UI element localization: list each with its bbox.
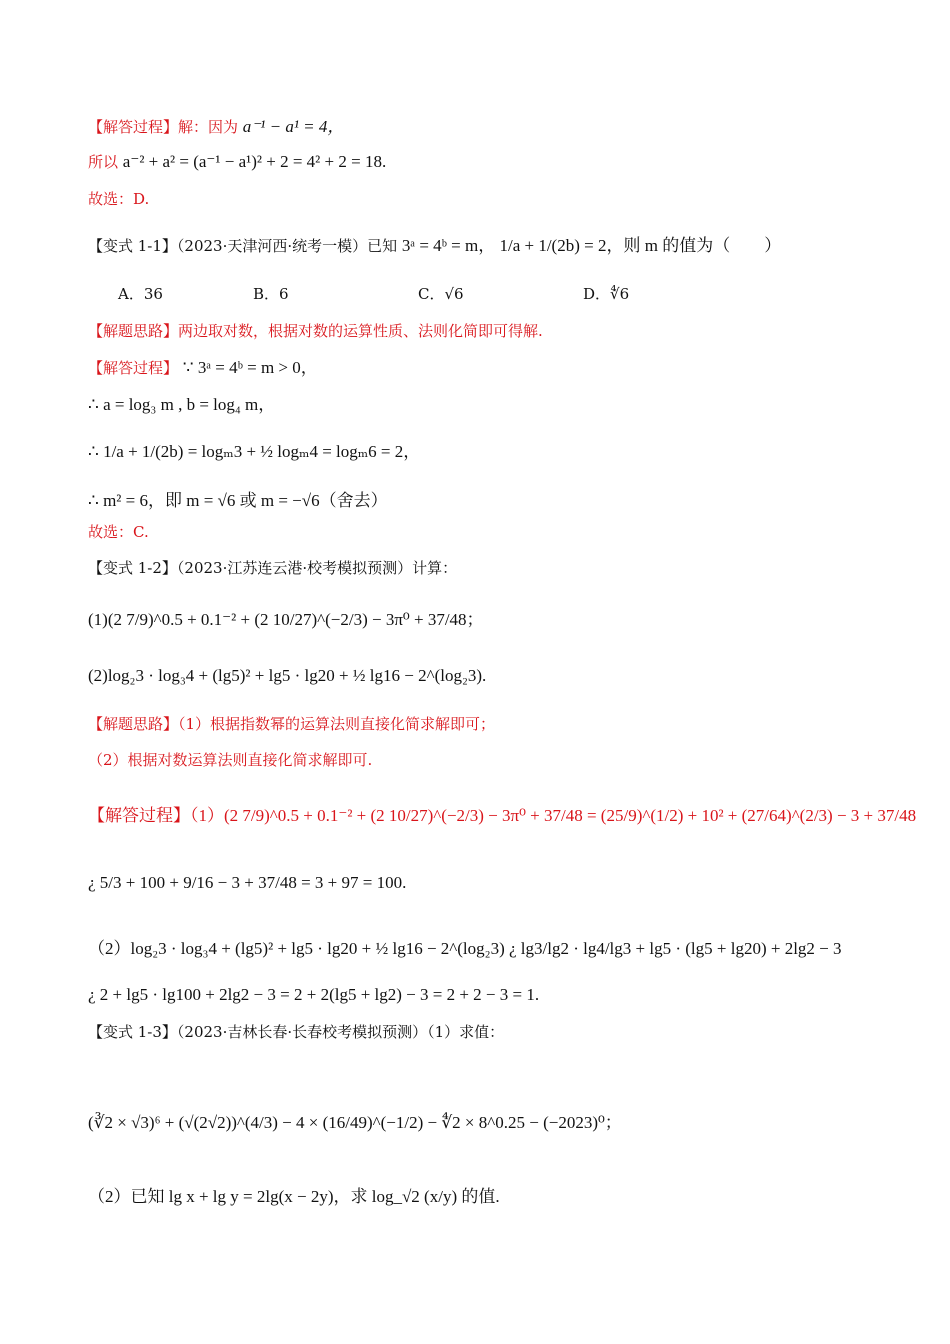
- equation: a⁻¹ − a¹ = 4，: [242, 117, 345, 136]
- solution-prefix: 所以: [88, 153, 119, 171]
- option-a: A．36: [118, 285, 163, 303]
- equation: a⁻² + a² = (a⁻¹ − a¹)² + 2 = 4² + 2 = 18.: [122, 152, 387, 171]
- solution-1-1-line-1: [88, 357, 890, 379]
- variant-1-3-part-1: (∛2 × √3)⁶ + (√(2√2))^(4/3) − 4 × (16/49)^(−1/2) − ∜2 × 8^0.25 − (−2023)⁰；: [88, 1113, 622, 1132]
- hint-line-2: （2）根据对数运算法则直接化简求解即可.: [88, 751, 373, 769]
- hint-line: 【解题思路】两边取对数，根据对数的运算性质、法则化简即可得解.: [88, 322, 543, 340]
- solution-label: 【解答过程】解：因为: [88, 118, 239, 136]
- equation: ∵ 3ᵃ = 4ᵇ = m > 0，: [182, 358, 318, 377]
- solution-1-1-line-4: ∴ m² = 6，即 m = √6 或 m = −√6（舍去）: [88, 491, 388, 510]
- variant-1-2-part-1: (1)(2 7/9)^0.5 + 0.1⁻² + (2 10/27)^(−2/3) − 3π⁰ + 37/48；: [88, 610, 484, 629]
- option-d: D．∜6: [583, 285, 630, 303]
- solution-line-2: [88, 151, 890, 173]
- variant-1-3-part-2: （2）已知 lg x + lg y = 2lg(x − 2y)，求 log_√2 (x/y) 的值.: [88, 1187, 500, 1206]
- solution-1-1-line-3: ∴ 1/a + 1/(2b) = logₘ3 + ½ logₘ4 = logₘ6 = 2，: [88, 442, 421, 461]
- variant-1-1-question: [88, 235, 890, 257]
- solution-1-2-line-1: 【解答过程】（1）(2 7/9)^0.5 + 0.1⁻² + (2 10/27)^(−2/3) − 3π⁰ + 37/48 = (25/9)^(1/2) + 10² + (27/64)^(2/3) − 3 + 37/48: [88, 806, 917, 825]
- solution-1-2-line-3: （2）log₂3 · log₃4 + (lg5)² + lg5 · lg20 + ½ lg16 − 2^(log₂3) ¿ lg3/lg2 · lg4/lg3 + lg5 · (lg5 + lg20) + 2lg2 − 3: [88, 939, 842, 958]
- variant-1-2-question: 【变式 1-2】（2023·江苏连云港·校考模拟预测）计算：: [88, 559, 458, 577]
- solution-1-1-line-2: ∴ a = log₃ m , b = log₄ m，: [88, 395, 276, 414]
- solution-line-1: [88, 116, 890, 138]
- solution-label: 【解答过程】: [88, 359, 179, 377]
- option-b: B．6: [253, 285, 289, 303]
- hint-line-1: 【解题思路】（1）根据指数幂的运算法则直接化简求解即可；: [88, 715, 496, 733]
- variant-1-3-question: 【变式 1-3】（2023·吉林长春·长春校考模拟预测）（1）求值：: [88, 1023, 505, 1041]
- solution-1-2-line-4: ¿ 2 + lg5 · lg100 + 2lg2 − 3 = 2 + 2(lg5 + lg2) − 3 = 2 + 2 − 3 = 1.: [88, 985, 540, 1004]
- solution-1-2-line-2: ¿ 5/3 + 100 + 9/16 − 3 + 37/48 = 3 + 97 = 100.: [88, 873, 407, 892]
- equation: 3ᵃ = 4ᵇ = m， 1/a + 1/(2b) = 2，则 m 的值为（ ）: [401, 236, 782, 255]
- answer-line: 故选：D.: [88, 190, 150, 208]
- variant-header: 【变式 1-1】（2023·天津河西·统考一模）已知: [88, 237, 398, 255]
- option-c: C．√6: [418, 285, 464, 303]
- answer-line: 故选：C.: [88, 523, 149, 541]
- variant-1-2-part-2: (2)log₂3 · log₃4 + (lg5)² + lg5 · lg20 + ½ lg16 − 2^(log₂3).: [88, 666, 487, 685]
